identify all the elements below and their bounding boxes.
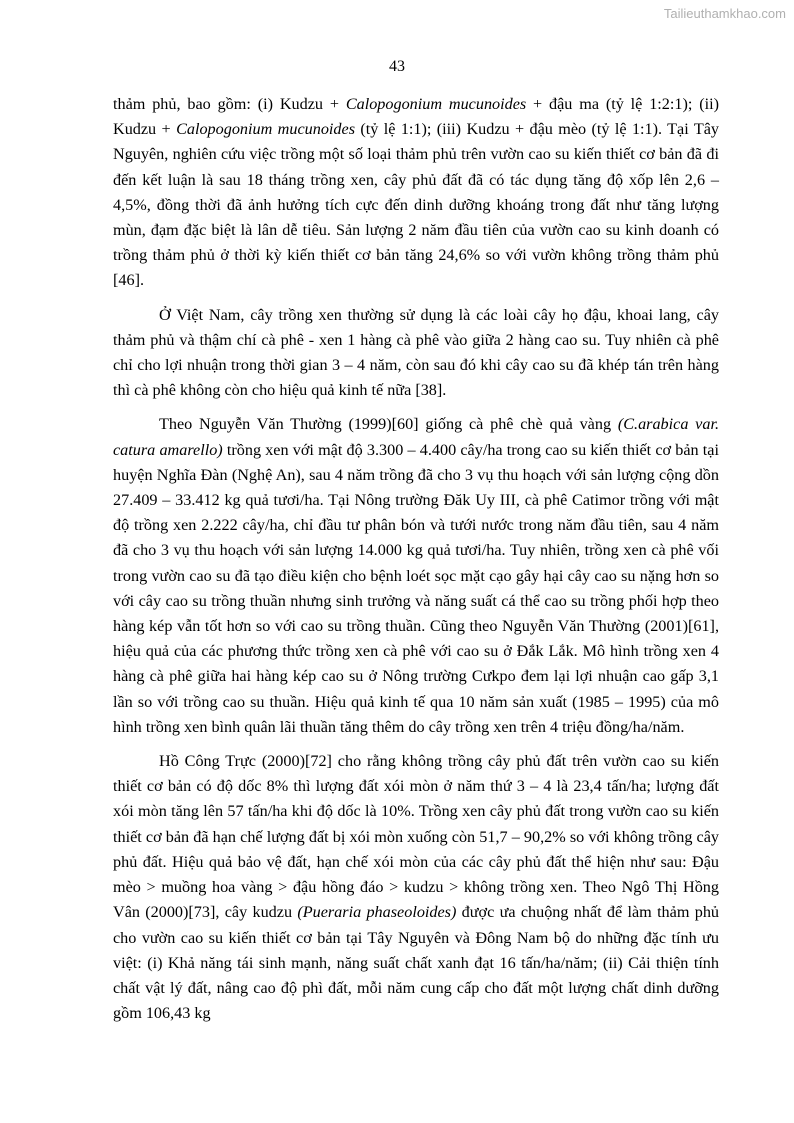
watermark: Tailieuthamkhao.com (663, 6, 786, 21)
species-name: (Pueraria phaseoloides) (297, 903, 457, 922)
paragraph-3-text-2: trồng xen với mật độ 3.300 – 4.400 cây/ha trong cao su kiến thiết cơ bản tại huyện Nghĩa Đàn (Nghệ An), sau 4 năm trồng đã cho 3 vụ thu hoạch với sản lượng cộng dồn 27.409 – 33.412 kg quả tươi/ha. Tại Nông trường Đăk Uy III, cà phê Catimor trồng với mật độ trồng xen 2.222 cây/ha, chỉ đầu tư phân bón và tưới nước trong năm đầu tiên, sau 4 năm đã cho 3 vụ thu hoạch với sản lượng 14.000 kg quả tươi/ha. Tuy nhiên, trồng xen cà phê vối trong vườn cao su đã tạo điều kiện cho bệnh loét sọc mặt cạo gây hại cây cao su nặng hơn so với cây cao su trồng thuần nhưng sinh trưởng và năng suất cá thể cao su trồng phối hợp theo hàng kép vẫn tốt hơn so với cao su trồng thuần. Cũng theo Nguyễn Văn Thường (2001)[61], hiệu quả của các phương thức trồng xen cà phê với cao su ở Đắk Lắk. Mô hình trồng xen 4 hàng cà phê giữa hai hàng kép cao su ở Nông trường Cưkpo đem lại lợi nhuận cao gấp 3,1 lần so với trồng cao su thuần. Hiệu quả kinh tế qua 10 năm sản xuất (1985 – 1995) của mô hình trồng xen bình quân lãi thuần tăng thêm do cây trồng xen trên 4 triệu đồng/ha/năm. (113, 440, 719, 736)
species-name: Calopogonium mucunoides (176, 120, 356, 139)
paragraph-1 (113, 92, 719, 294)
paragraph-3-text-1: Theo Nguyễn Văn Thường (1999)[60] giống cà phê chè quả vàng (159, 415, 618, 434)
paragraph-1-text-1: thảm phủ, bao gồm: (i) Kudzu + (113, 95, 346, 113)
paragraph-1-text-3: (tỷ lệ 1:1); (iii) Kudzu + đậu mèo (tỷ lệ 1:1). Tại Tây Nguyên, nghiên cứu việc trồng một số loại thảm phủ trên vườn cao su kiến thiết cơ bản đã đi đến kết luận là sau 18 tháng trồng xen, cây phủ đất đã có tác dụng tăng độ xốp lên 2,6 – 4,5%, đồng thời đã ảnh hưởng tích cực đến dinh dưỡng khoáng trong đất như tăng lượng mùn, đạm đặc biệt là lân dễ tiêu. Sản lượng 2 năm đầu tiên của vườn cao su kinh doanh có trồng thảm phủ ở thời kỳ kiến thiết cơ bản tăng 24,6% so với vườn không trồng thảm phủ [46]. (113, 120, 719, 290)
paragraph-1-text-2: + đậu ma (tỷ lệ 1:2:1); (ii) Kudzu + (113, 95, 719, 139)
species-name: (C.arabica var. catura amarello) (113, 415, 720, 459)
paragraph-3 (113, 412, 719, 740)
page-number: 43 (389, 58, 405, 75)
paragraph-2 (113, 303, 719, 404)
paragraph-4-text-2: được ưa chuộng nhất để làm thảm phủ cho vườn cao su kiến thiết cơ bản tại Tây Nguyên và Đông Nam bộ do những đặc tính ưu việt: (i) Khả năng tái sinh mạnh, năng suất chất xanh đạt 16 tấn/ha/năm; (ii) Cải thiện tính chất vật lý đất, nâng cao độ phì đất, mỗi năm cung cấp cho đất một lượng chất dinh dưỡng gồm 106,43 kg (113, 903, 720, 1023)
paragraph-4 (113, 749, 719, 1026)
paragraph-2-text: Ở Việt Nam, cây trồng xen thường sử dụng là các loài cây họ đậu, khoai lang, cây thảm phủ và thậm chí cà phê - xen 1 hàng cà phê vào giữa 2 hàng cao su. Tuy nhiên cà phê chỉ cho lợi nhuận trong thời gian 3 – 4 năm, còn sau đó khi cây cao su đã khép tán trên hàng thì cà phê không còn cho hiệu quả kinh tế nữa [38]. (113, 305, 719, 400)
species-name: Calopogonium mucunoides (345, 95, 527, 113)
paragraph-4-text-1: Hồ Công Trực (2000)[72] cho rằng không trồng cây phủ đất trên vườn cao su kiến thiết cơ bản có độ dốc 8% thì lượng đất xói mòn ở năm thứ 3 – 4 là 23,4 tấn/ha; lượng đất xói mòn tăng lên 57 tấn/ha khi độ dốc là 10%. Trồng xen cây phủ đất trong vườn cao su kiến thiết cơ bản đã hạn chế lượng đất bị xói mòn xuống còn 51,7 – 90,2% so với không trồng cây phủ đất. Hiệu quả bảo vệ đất, hạn chế xói mòn của các cây phủ đất thể hiện như sau: Đậu mèo > muồng hoa vàng > đậu hồng đáo > kudzu > không trồng xen. Theo Ngô Thị Hồng Vân (2000)[73], cây kudzu (113, 752, 719, 922)
document-body (113, 92, 719, 1035)
